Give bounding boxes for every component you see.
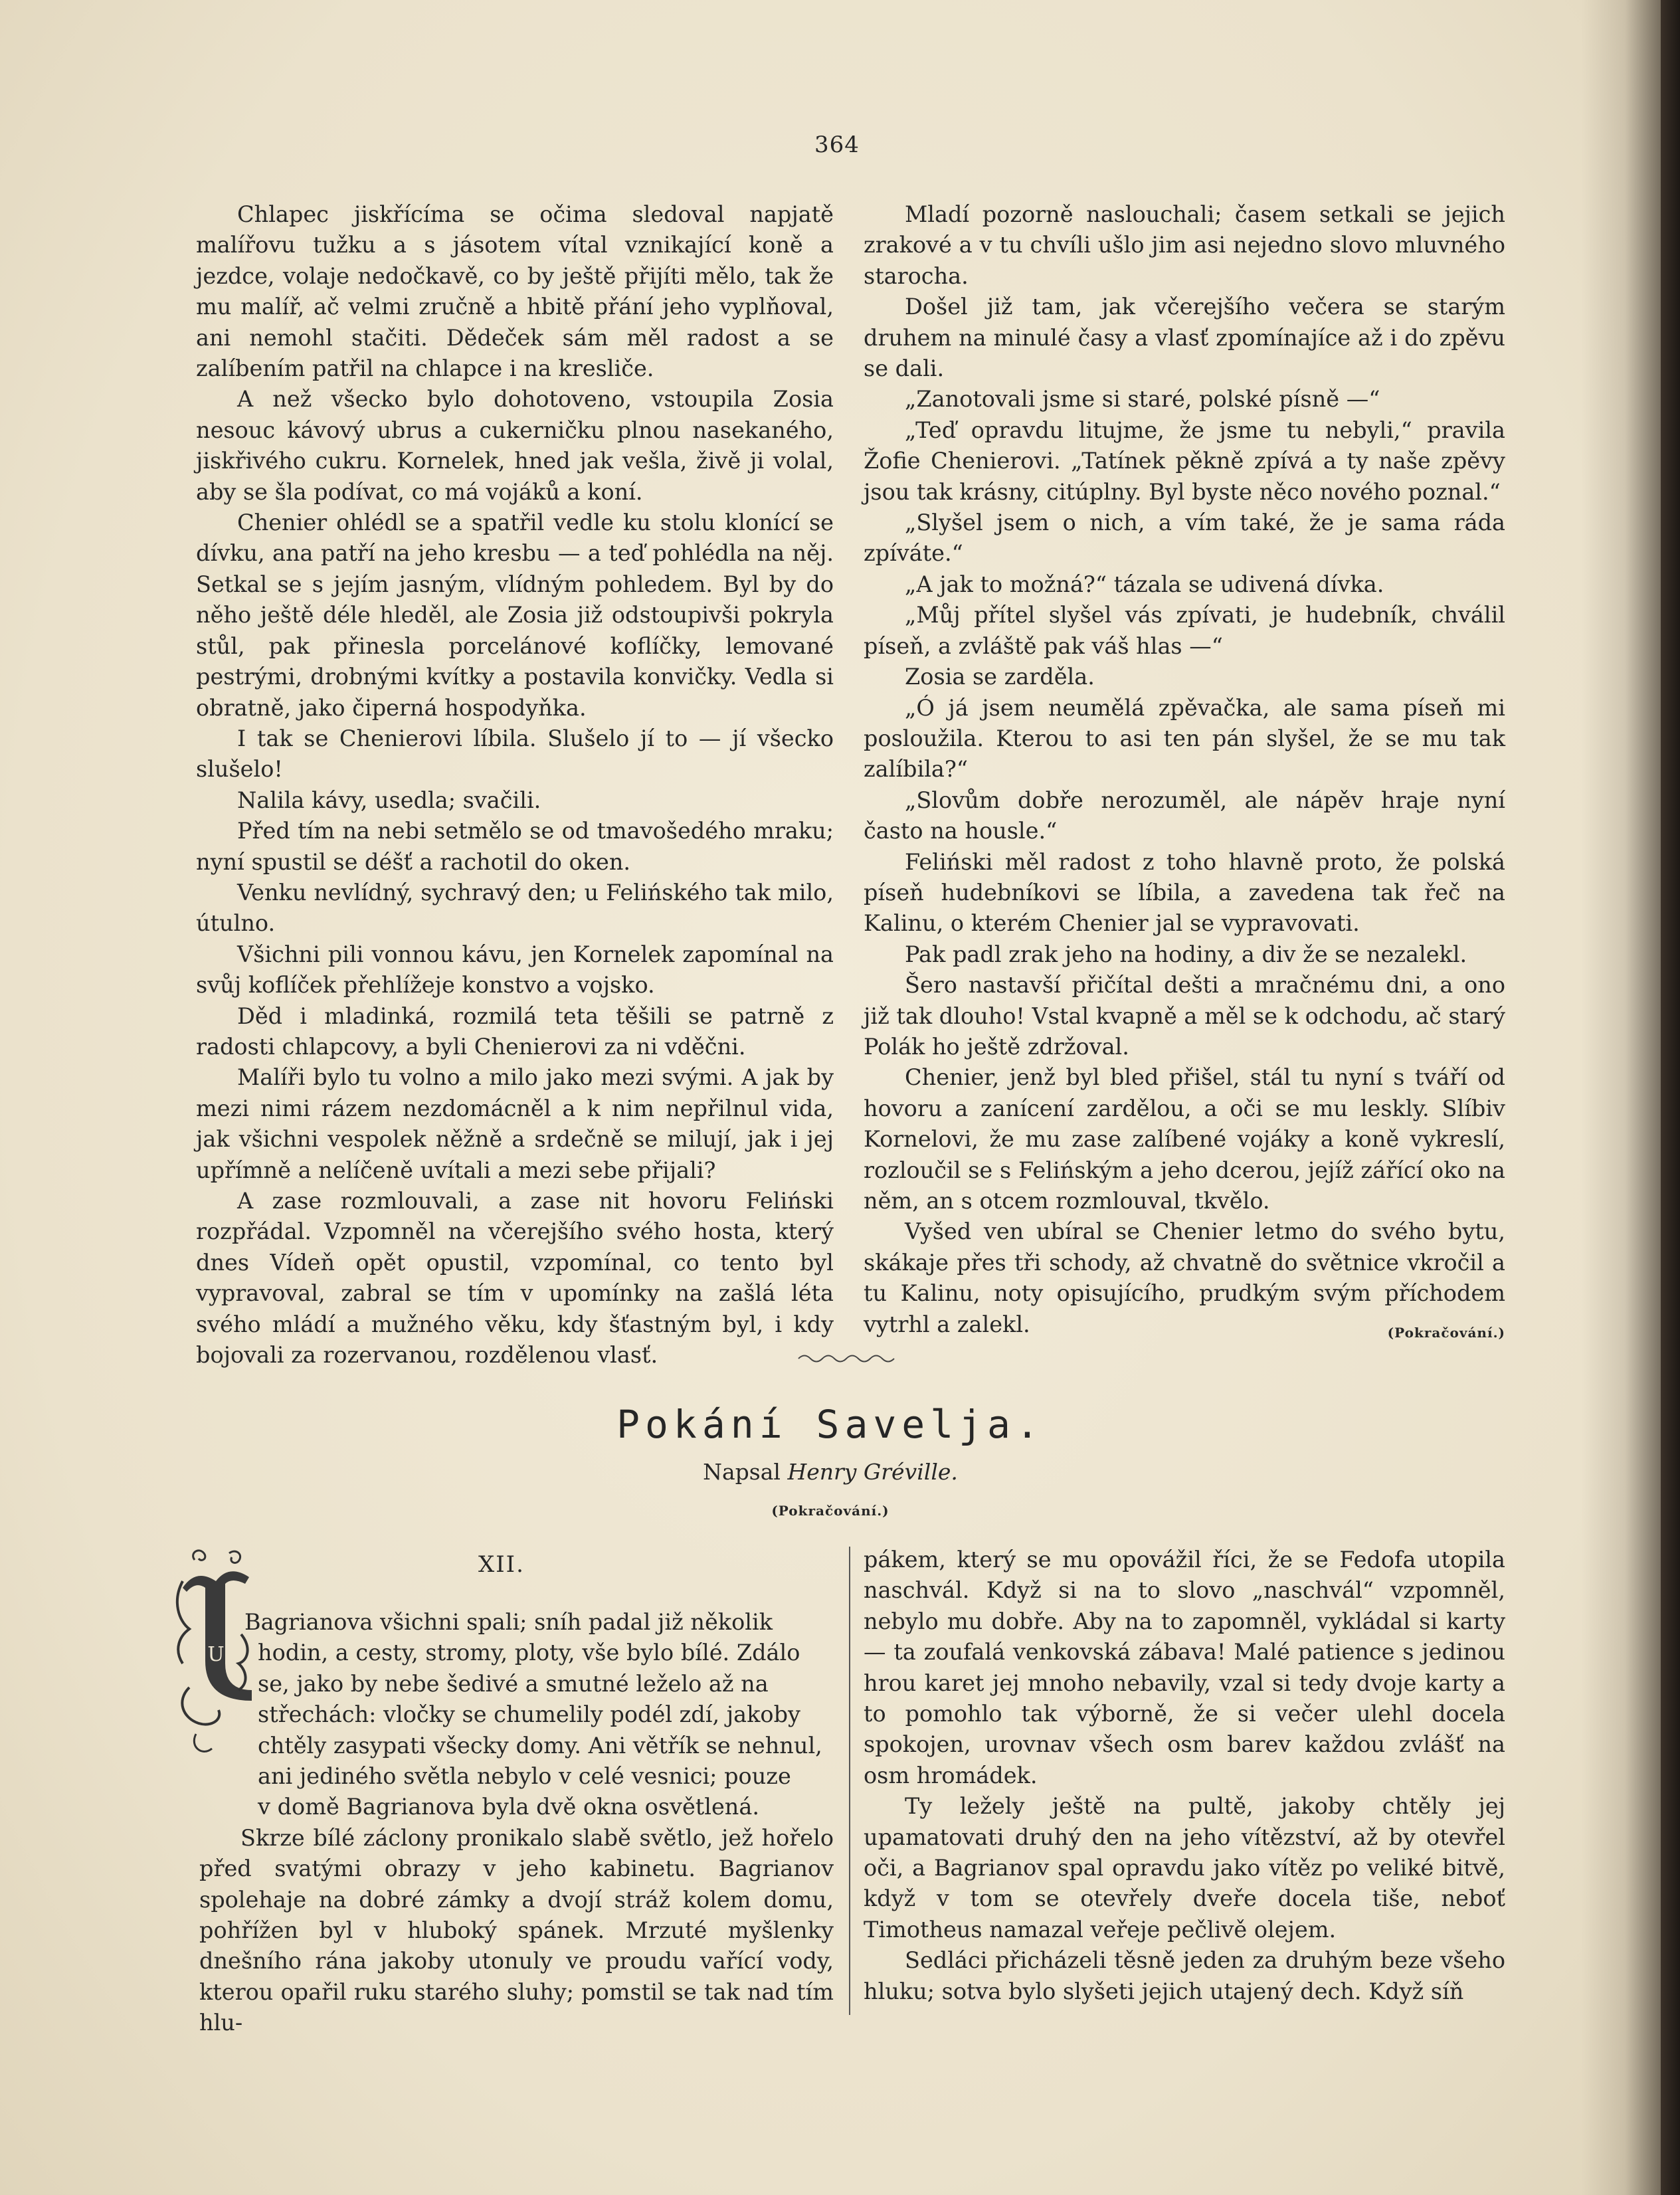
paragraph: I tak se Chenierovi líbila. Slušelo jí to — jí všecko slušelo! xyxy=(196,725,834,783)
paragraph: Malíři bylo tu volno a milo jako mezi svými. A jak by mezi nimi rázem nezdomácněl a k nim nepřilnul vida, jak všichni vespolek něžně a srdečně se milují, jak i jej upřímně a nelíčeně uvítali a mezi sebe přijali? xyxy=(196,1064,834,1183)
text-line: ani jediného světla nebylo v celé vesnici; pouze xyxy=(258,1763,791,1790)
author-name: Henry Gréville. xyxy=(787,1459,958,1485)
paragraph: Došel již tam, jak včerejšího večera se starým druhem na minulé časy a vlasť zpomínajíce až i do zpěvu se dali. xyxy=(864,294,1505,382)
paragraph-text: Vyšed ven ubíral se Chenier letmo do svého bytu, skákaje přes tři schody, až chvatně do světnice vkročil a tu Kalinu, noty opisujícího, prudkým svým příchodem vytrhl a zalekl. xyxy=(864,1218,1505,1337)
story-right-column xyxy=(864,1545,1505,2007)
dropcap-lines xyxy=(199,1607,834,1823)
paragraph: Zosia se zarděla. xyxy=(905,664,1095,690)
continued-note: (Pokračování.) xyxy=(1387,1324,1505,1341)
paragraph: Nalila kávy, usedla; svačili. xyxy=(237,787,541,813)
paragraph: pákem, který se mu opovážil říci, že se Fedofa utopila naschvál. Když si na to slovo „naschvál“ vzpomněl, nebylo mu dobře. Aby na to zapomněl, vykládal si karty — ta zoufalá venkovská zábava! Malé patience s jedinou hrou karet jej mnoho nebavily, vzal si tedy dvoje karty a to pomohlo tak výborně, že si večer ulehl docela spokojen, urovnav všech osm barev každou zvlášť na osm hromádek. xyxy=(864,1547,1505,1788)
paragraph: A než všecko bylo dohotoveno, vstoupila Zosia nesouc kávový ubrus a cukerničku plnou nasekaného, jiskřivého cukru. Kornelek, hned jak vešla, živě ji volal, aby se šla podívat, co má vojáků a koní. xyxy=(196,386,834,505)
column-divider xyxy=(849,1547,850,2015)
paragraph: Šero nastavší přičítal dešti a mračnému dni, a ono již tak dlouho! Vstal kvapně a měl se k odchodu, ač starý Polák ho ještě zdržoval. xyxy=(864,972,1505,1060)
paragraph: Děd i mladinká, rozmilá teta těšili se patrně z radosti chlapcovy, a byli Chenierovi za ni vděčni. xyxy=(196,1002,834,1060)
paragraph: Ty ležely ještě na pultě, jakoby chtěly jej upamatovati druhý den na jeho vítězství, až by otevřel oči, a Bagrianov spal opravdu jako vítěz po veliké bitvě, když v tom se otevřely dveře docela tiše, neboť Timotheus namazal veřeje pečlivě olejem. xyxy=(864,1793,1505,1943)
right-column xyxy=(864,199,1505,1348)
paragraph: „Slovům dobře nerozuměl, ale nápěv hraje nyní často na housle.“ xyxy=(864,787,1505,844)
paragraph: Chenier, jenž byl bled přišel, stál tu nyní s tváří od hovoru a zanícení zardělou, a oči se mu leskly. Slíbiv Kornelovi, že mu zase zalíbené vojáky a koně vykreslí, rozloučil se s Felińským a jeho dcerou, jejíž zářící oko na něm, an s otcem rozmlouval, tkvělo. xyxy=(864,1064,1505,1214)
paragraph: „Teď opravdu litujme, že jsme tu nebyli,“ pravila Žofie Chenierovi. „Tatínek pěkně zpívá a ty naše zpěvy jsou tak krásny, citúplny. Byl byste něco nového poznal.“ xyxy=(864,417,1505,505)
paragraph: Mladí pozorně naslouchali; časem setkali se jejich zrakové a v tu chvíli ušlo jim asi nejedno slovo mluvného starocha. xyxy=(864,201,1505,289)
paragraph: Chlapec jiskřícíma se očima sledoval napjatě malířovu tužku a s jásotem vítal vznikající koně a jezdce, volaje nedočkavě, co by ještě přijíti mělo, tak že mu malíř, ač velmi zručně a hbitě přání jeho vyplňoval, ani nemohl stačiti. Dědeček sám měl radost a se zalíbením patřil na chlapce i na kresliče. xyxy=(196,201,834,382)
text-line: v domě Bagrianova byla dvě okna osvětlená. xyxy=(258,1794,759,1820)
left-column xyxy=(196,199,834,1371)
initial-letter: U xyxy=(207,1643,225,1666)
paragraph: A zase rozmlouvali, a zase nit hovoru Feliński rozpřádal. Vzpomněl na včerejšího svého hosta, který dnes Vídeň opět opustil, vzpomínal, co tento byl vypravoval, zabral se tím v upomínky na zašlá léta svého mládí a mužného věku, kdy šťastným byl, i kdy bojovali za rozervanou, rozdělenou vlasť. xyxy=(196,1188,834,1369)
text-line: hodin, a cesty, stromy, ploty, vše bylo bílé. Zdálo xyxy=(258,1640,800,1666)
text-line: chtěly zasypati všecky domy. Ani větřík se nehnul, xyxy=(258,1732,822,1759)
paragraph: „A jak to možná?“ tázala se udivená dívka. xyxy=(905,571,1384,597)
story-title: Pokání Savelja. xyxy=(616,1402,1044,1447)
text-line: Bagrianova všichni spali; sníh padal již několik xyxy=(244,1609,773,1635)
paragraph: Feliński měl radost z toho hlavně proto, že polská píseň hudebníkovi se líbila, a zavedena tak řeč na Kalinu, o kterém Chenier jal se vypravovati. xyxy=(864,848,1505,937)
paragraph: „Zanotovali jsme si staré, polské písně —“ xyxy=(905,386,1380,413)
binding-shadow xyxy=(1581,0,1661,2195)
story-left-column xyxy=(199,1545,834,2039)
paragraph: „Ó já jsem neumělá zpěvačka, ale sama píseň mi posloužila. Kterou to asi ten pán slyšel, že se mu tak zalíbila?“ xyxy=(864,694,1505,783)
ornament-swirl-icon xyxy=(797,1352,897,1365)
chapter-heading: XII. xyxy=(478,1551,525,1578)
paragraph: Před tím na nebi setmělo se od tmavošedého mraku; nyní spustil se déšť a rachotil do oken. xyxy=(196,818,834,875)
continued-note: (Pokračování.) xyxy=(771,1503,889,1519)
paragraph: Chenier ohlédl se a spatřil vedle ku stolu klonící se dívku, ana patří na jeho kresbu — a teď pohlédla na něj. Setkal se s jejím jasným, vlídným pohledem. Byl by do něho ještě déle hleděl, ale Zosia již odstoupivši pokryla stůl, pak přinesla porcelánové koflíčky, lemované pestrými, drobnými kvítky a postavila konvičky. Vedla si obratně, jako čiperná hospodyňka. xyxy=(196,510,834,721)
paragraph: Skrze bílé záclony pronikalo slabě světlo, jež hořelo před svatými obrazy v jeho kabinetu. Bagrianov spolehaje na dobré zámky a dvojí stráž kolem domu, pohřížen byl v hluboký spánek. Mrzuté myšlenky dnešního rána jakoby utonuly ve proudu vařící vody, kterou opařil ruku starého sluhy; pomstil se tak nad tím hlu- xyxy=(199,1824,834,2036)
paragraph: Venku nevlídný, sychravý den; u Felińského tak milo, útulno. xyxy=(196,879,834,937)
paragraph: Pak padl zrak jeho na hodiny, a div že se nezalekl. xyxy=(905,941,1467,967)
paragraph xyxy=(864,1216,1505,1340)
text-line: se, jako by nebe šedivé a smutné leželo až na xyxy=(258,1670,769,1697)
byline xyxy=(0,1459,1661,1485)
page-number: 364 xyxy=(814,132,860,158)
paragraph: Všichni pili vonnou kávu, jen Kornelek zapomínal na svůj koflíček přehlížeje konstvo a vojsko. xyxy=(196,941,834,999)
chapter-spacer xyxy=(199,1545,834,1607)
text-line: střechách: vločky se chumelily podél zdí, jakoby xyxy=(258,1701,800,1728)
book-edge xyxy=(1661,0,1680,2195)
paragraph: „Můj přítel slyšel vás zpívati, je hudebník, chválil píseň, a zvláště pak váš hlas —“ xyxy=(864,602,1505,659)
paragraph: Sedláci přicházeli těsně jeden za druhým beze všeho hluku; sotva bylo slyšeti jejich utajený dech. Když síň xyxy=(864,1947,1505,2004)
byline-prefix: Napsal xyxy=(703,1459,781,1485)
paragraph: „Slyšel jsem o nich, a vím také, že je sama ráda zpíváte.“ xyxy=(864,510,1505,567)
